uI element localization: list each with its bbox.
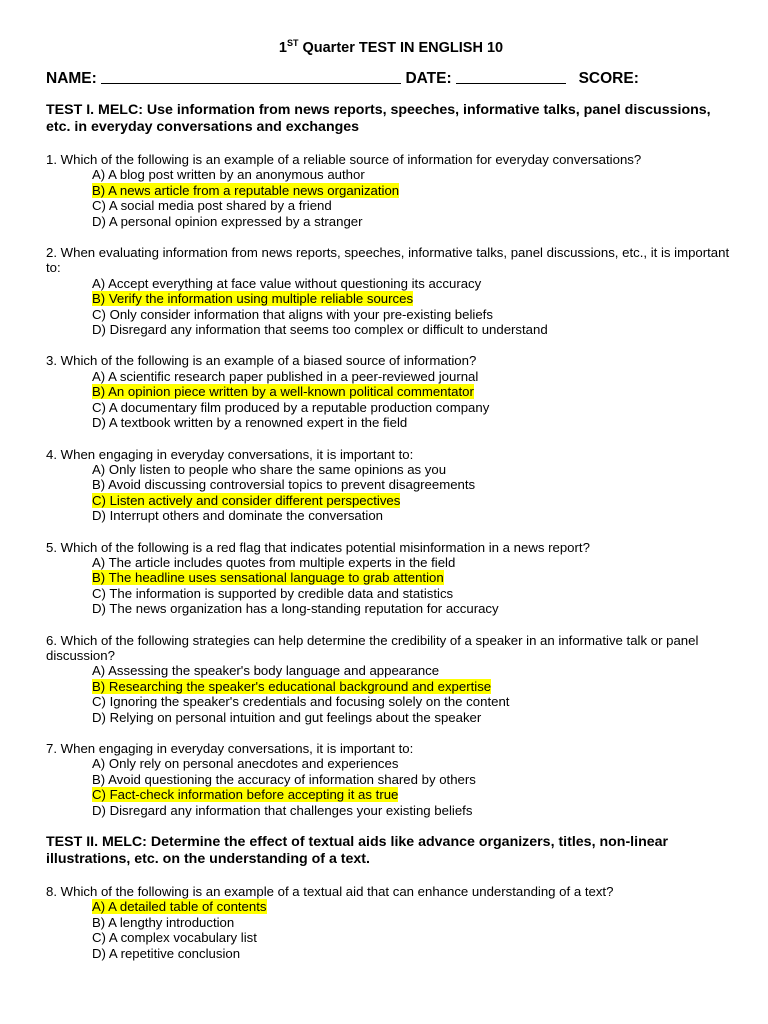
date-label: DATE: xyxy=(405,70,452,87)
question-stem: 1. Which of the following is an example of a reliable source of information for everyday conversations? xyxy=(46,152,642,167)
answer-option xyxy=(46,198,736,213)
answer-option xyxy=(46,694,736,709)
answer-text: C) A social media post shared by a friend xyxy=(92,198,332,214)
answer-text: C) Only consider information that aligns with your pre-existing beliefs xyxy=(92,306,493,322)
tests-container xyxy=(46,102,736,961)
answer-text: D) A repetitive conclusion xyxy=(92,945,241,961)
answer-option xyxy=(46,462,736,477)
answer-option xyxy=(46,570,736,585)
answer-option xyxy=(46,710,736,725)
answer-option xyxy=(46,493,736,508)
question xyxy=(46,447,736,524)
question-stem: 5. Which of the following is a red flag that indicates potential misinformation in a news report? xyxy=(46,539,590,555)
answer-text: C) A documentary film produced by a reputable production company xyxy=(92,399,490,415)
question-stem: 3. Which of the following is an example of a biased source of information? xyxy=(46,353,477,369)
question xyxy=(46,741,736,818)
question-stem: 7. When engaging in everyday conversations, it is important to: xyxy=(46,741,414,756)
question-stem: 2. When evaluating information from news reports, speeches, informative talks, panel discussions, etc., it is important to: xyxy=(46,245,730,276)
answer-option xyxy=(46,772,736,787)
answer-option xyxy=(46,555,736,570)
highlighted-answer-text: C) Fact-check information before accepting it as true xyxy=(92,787,399,803)
answer-text: D) Disregard any information that challenges your existing beliefs xyxy=(92,802,473,818)
answer-text: D) The news organization has a long-standing reputation for accuracy xyxy=(92,601,499,617)
answer-option xyxy=(46,946,736,961)
answer-option xyxy=(46,214,736,229)
answer-option xyxy=(46,369,736,384)
title-prefix: 1 xyxy=(278,40,287,56)
question xyxy=(46,540,736,617)
answer-text: A) A blog post written by an anonymous author xyxy=(92,167,365,183)
answer-text: A) Only rely on personal anecdotes and experiences xyxy=(92,756,399,772)
page-title xyxy=(46,38,736,56)
test-heading: TEST I. MELC: Use information from news reports, speeches, informative talks, panel discussions, etc. in everyday conversations and exchanges xyxy=(46,102,711,135)
answer-option xyxy=(46,930,736,945)
answer-text: A) Only listen to people who share the same opinions as you xyxy=(92,461,447,477)
question xyxy=(46,884,736,961)
answer-text: D) A personal opinion expressed by a stranger xyxy=(92,213,363,229)
answer-text: D) A textbook written by a renowned expert in the field xyxy=(92,415,408,431)
answer-text: C) Ignoring the speaker's credentials and focusing solely on the content xyxy=(92,694,510,710)
answer-text: C) The information is supported by credible data and statistics xyxy=(92,585,454,601)
highlighted-answer-text: B) Verify the information using multiple reliable sources xyxy=(92,291,414,307)
answer-option xyxy=(46,400,736,415)
question-stem: 6. Which of the following strategies can help determine the credibility of a speaker in an informative talk or panel discussion? xyxy=(46,632,699,663)
answer-text: B) A lengthy introduction xyxy=(92,914,235,930)
question-stem: 4. When engaging in everyday conversations, it is important to: xyxy=(46,446,414,462)
answer-option xyxy=(46,803,736,818)
highlighted-answer-text: B) An opinion piece written by a well-known political commentator xyxy=(92,384,474,400)
question xyxy=(46,633,736,725)
answer-option xyxy=(46,586,736,601)
name-label: NAME: xyxy=(46,70,97,87)
answer-text: B) Avoid discussing controversial topics to prevent disagreements xyxy=(92,477,476,493)
question xyxy=(46,152,736,229)
answer-option xyxy=(46,183,736,198)
score-label: SCORE: xyxy=(578,70,639,87)
answer-option xyxy=(46,508,736,523)
highlighted-answer-text: B) The headline uses sensational language to grab attention xyxy=(92,570,444,586)
title-superscript: ST xyxy=(286,38,299,48)
test-paper xyxy=(46,38,736,977)
date-blank[interactable] xyxy=(456,83,566,84)
highlighted-answer-text: B) A news article from a reputable news organization xyxy=(92,182,400,198)
question-stem: 8. Which of the following is an example of a textual aid that can enhance understanding of a text? xyxy=(46,884,614,900)
answer-option xyxy=(46,322,736,337)
answer-text: A) A scientific research paper published in a peer-reviewed journal xyxy=(92,368,479,384)
question xyxy=(46,353,736,430)
answer-option xyxy=(46,787,736,802)
answer-option xyxy=(46,679,736,694)
answer-option xyxy=(46,415,736,430)
highlighted-answer-text: A) A detailed table of contents xyxy=(92,899,267,915)
answer-text: D) Interrupt others and dominate the conversation xyxy=(92,508,384,524)
answer-text: A) The article includes quotes from multiple experts in the field xyxy=(92,554,456,570)
highlighted-answer-text: C) Listen actively and consider different perspectives xyxy=(92,492,401,508)
question xyxy=(46,245,736,337)
answer-option xyxy=(46,307,736,322)
answer-text: A) Accept everything at face value without questioning its accuracy xyxy=(92,275,482,291)
answer-text: C) A complex vocabulary list xyxy=(92,930,257,946)
answer-option xyxy=(46,899,736,914)
name-blank[interactable] xyxy=(101,83,401,84)
answer-option xyxy=(46,756,736,771)
answer-option xyxy=(46,601,736,616)
answer-text: D) Disregard any information that seems too complex or difficult to understand xyxy=(92,322,548,338)
test-heading: TEST II. MELC: Determine the effect of textual aids like advance organizers, titles, non-linear illustrations, etc. on the understanding of a text. xyxy=(46,834,669,868)
answer-text: B) Avoid questioning the accuracy of information shared by others xyxy=(92,771,476,787)
answer-text: D) Relying on personal intuition and gut feelings about the speaker xyxy=(92,709,482,725)
student-info-line xyxy=(46,70,736,88)
answer-option xyxy=(46,477,736,492)
title-rest: Quarter TEST IN ENGLISH 10 xyxy=(298,40,504,56)
answer-option xyxy=(46,915,736,930)
answer-option xyxy=(46,276,736,291)
answer-option xyxy=(46,663,736,678)
answer-option xyxy=(46,384,736,399)
answer-option xyxy=(46,291,736,306)
highlighted-answer-text: B) Researching the speaker's educational background and expertise xyxy=(92,678,492,694)
answer-option xyxy=(46,167,736,182)
answer-text: A) Assessing the speaker's body language and appearance xyxy=(92,663,440,679)
